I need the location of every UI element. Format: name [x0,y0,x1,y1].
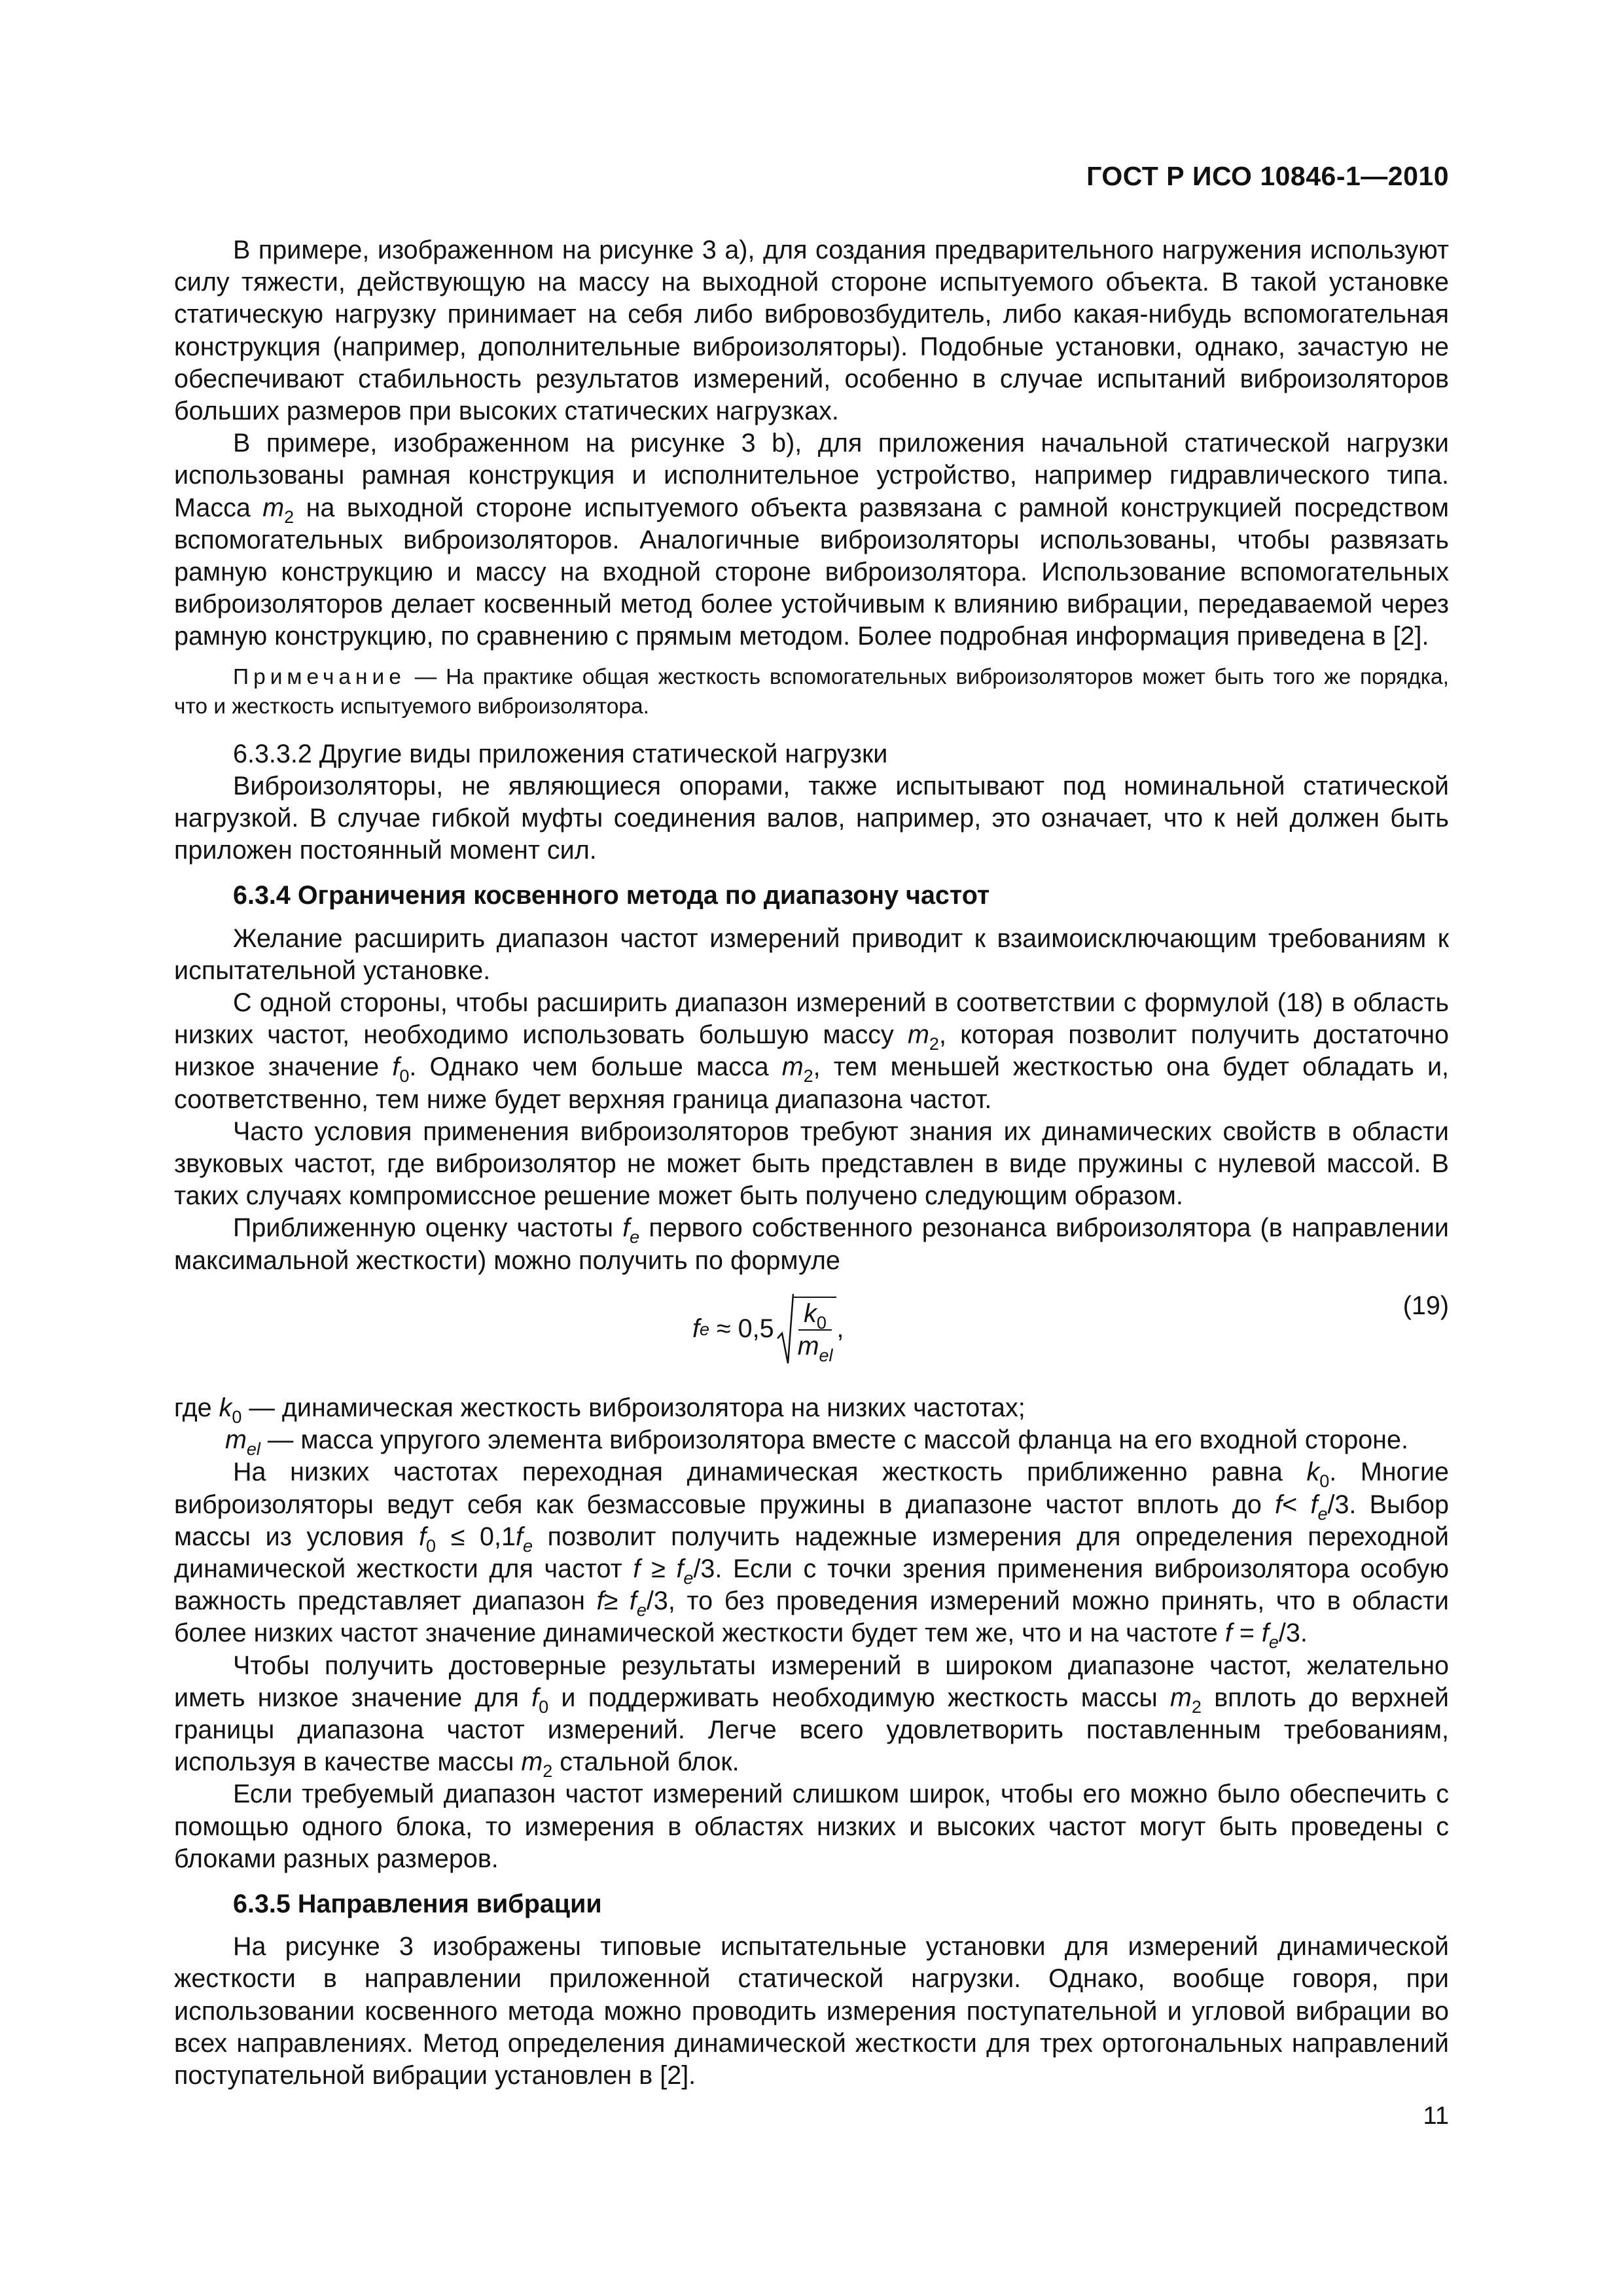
paragraph: В примере, изображенном на рисунке 3 а), для создания предварительного нагружения используют силу тяжести, действующую на массу на выходной стороне испытуемого объекта. В такой установке статическую нагрузку принимает на себя либо вибровозбудитель, либо какая-нибудь вспомогательная конструкция (например, дополнительные виброизоляторы). Подобные установки, однако, зачастую не обеспечивают стабильность результатов измерений, особенно в случае испытаний виброизоляторов больших размеров при высоких статических нагрузках. [174,236,1449,426]
paragraph: Часто условия применения виброизоляторов требуют знания их динамических свойств в области звуковых частот, где виброизолятор не может быть представлен в виде пружины с нулевой массой. В таких случаях компромиссное решение может быть получено следующим образом. [174,1117,1449,1211]
paragraph: В примере, изображенном на рисунке 3 b), для приложения начальной статической нагрузки использованы рамная конструкция и исполнительное устройство, например гидравлического типа. Масса $m_2$ на выходной стороне испытуемого объекта развязана с рамной конструкцией посредством вспомогательных виброизоляторов. Аналогичные виброизоляторы использованы, чтобы развязать рамную конструкцию и массу на входной стороне виброизолятора. Использование вспомогательных виброизоляторов делает косвенный метод более устойчивым к влиянию вибрации, передаваемой через рамную конструкцию, по сравнению с прямым методом. Более подробная информация приведена в [2]. [174,429,1449,651]
formula-number: (19) [1402,1291,1449,1320]
paragraph: Чтобы получить достоверные результаты измерений в широком диапазоне частот, желательно иметь низкое значение для $f_0$ и поддерживать необходимую жесткость массы $m_2$ вплоть до верхней границы диапазона частот измерений. Легче всего удовлетворить поставленным требованиям, используя в качестве массы $m_2$ стальной блок. [174,1651,1449,1782]
formula-19 [174,1278,1449,1384]
paragraph: На низких частотах переходная динамическая жесткость приближенно равна $k_0$. Многие виброизоляторы ведут себя как безмассовые пружины в диапазоне частот вплоть до $f< f_e/3$. Выбор массы из условия $f_0 \le 0,1f_e$ позволит получить надежные измерения для определения переходной динамической жесткости для частот $f \ge f_e/3$. Если с точки зрения применения виброизолятора особую важность представляет диапазон $f\ge f_e/3$, то без проведения измерений можно принять, что в области более низких частот значение динамической жесткости будет тем же, что и на частоте $f = f_e/3$. [174,1458,1449,1653]
section-heading: 6.3.4 Ограничения косвенного метода по диапазону частот [233,881,990,910]
page-number: 11 [1423,2102,1449,2130]
section-heading: 6.3.5 Направления вибрации [233,1889,602,1918]
paragraph: С одной стороны, чтобы расширить диапазон измерений в соответствии с формулой (18) в область низких частот, необходимо использовать большую массу $m_2$, которая позволит получить достаточно низкое значение $f_0$. Однако чем больше масса $m_2$, тем меньшей жесткостью она будет обладать и, соответственно, тем ниже будет верхняя граница диапазона частот. [174,988,1449,1114]
document-body [174,234,1449,2092]
formula-expression: f e ≈ 0,5 $\frac{k_0}{m_{el}}$ , [692,1293,844,1366]
paragraph: Виброизоляторы, не являющиеся опорами, также испытывают под номинальной статической нагрузкой. В случае гибкой муфты соединения валов, например, это означает, что к ней должен быть приложен постоянный момент сил. [174,771,1449,865]
paragraph: Желание расширить диапазон частот измерений приводит к взаимоисключающим требованиям к испытательной установке. [174,924,1449,985]
clause-title: 6.3.3.2 Другие виды приложения статической нагрузки [233,739,888,768]
paragraph: На рисунке 3 изображены типовые испытательные установки для измерений динамической жесткости в направлении приложенной статической нагрузки. Однако, вообще говоря, при использовании косвенного метода можно проводить измерения поступательной и угловой вибрации во всех направлениях. Метод определения динамической жесткости для трех ортогональных направлений поступательной вибрации установлен в [2]. [174,1932,1449,2090]
definition-line: где $k_0$ — динамическая жесткость виброизолятора на низких частотах; [174,1393,1026,1427]
paragraph: Если требуемый диапазон частот измерений слишком широк, чтобы его можно было обеспечить с помощью одного блока, то измерения в областях низких и высоких частот могут быть проведены с блоками разных размеров. [174,1780,1449,1873]
paragraph: Приближенную оценку частоты $f_e$ первого собственного резонанса виброизолятора (в направлении максимальной жесткости) можно получить по формуле [174,1213,1449,1275]
square-root-sign [777,1293,837,1366]
fraction: $\frac{k_0}{m_{el}}$ [794,1297,837,1366]
note-label: Примечание [233,664,406,689]
definition-line: $m_{el}$ — масса упругого элемента виброизолятора вместе с массой фланца на его входной стороне. [225,1426,1408,1460]
note: Примечание — На практике общая жесткость вспомогательных виброизоляторов может быть того же порядка, что и жесткость испытуемого виброизолятора. [174,664,1449,719]
document-code-header: ГОСТ Р ИСО 10846-1—2010 [1086,161,1449,191]
